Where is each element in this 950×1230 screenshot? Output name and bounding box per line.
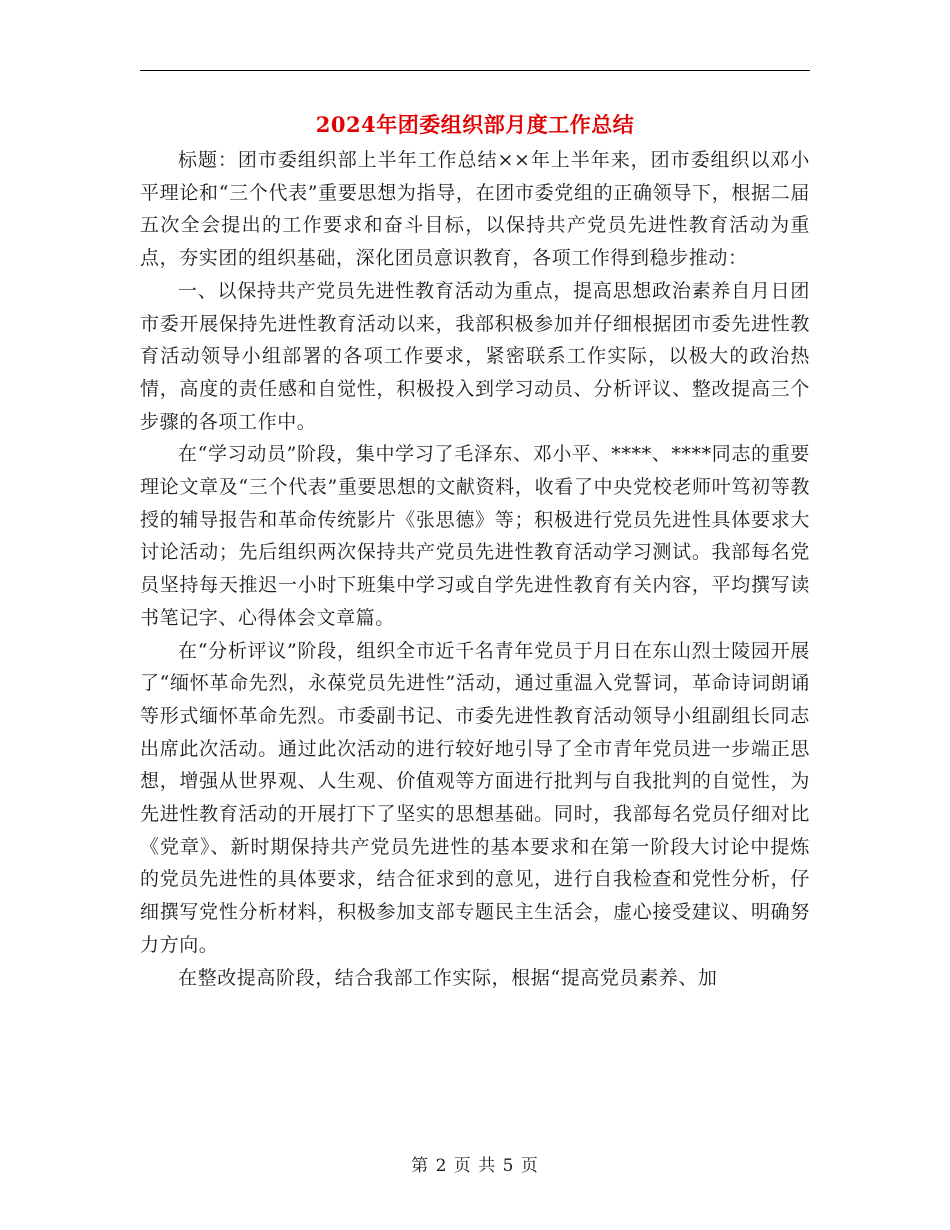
page-number-footer: 第 2 页 共 5 页 <box>411 1156 539 1176</box>
paragraph-study-stage: 在“学习动员”阶段，集中学习了毛泽东、邓小平、****、****同志的重要理论文章及“三个代表”重要思想的文献资料，收看了中央党校老师叶笃初等教授的辅导报告和革命传统影片《张思德》等；积极进行党员先进性具体要求大讨论活动；先后组织两次保持共产党员先进性教育活动学习测试。我部每名党员坚持每天推迟一小时下班集中学习或自学先进性教育有关内容，平均撰写读书笔记字、心得体会文章篇。 <box>140 443 810 629</box>
paragraph-intro: 标题：团市委组织部上半年工作总结××年上半年来，团市委组织以邓小平理论和“三个代表”重要思想为指导，在团市委党组的正确领导下，根据二届五次全会提出的工作要求和奋斗目标，以保持共产党员先进性教育活动为重点，夯实团的组织基础，深化团员意识教育，各项工作得到稳步推动： <box>140 149 810 270</box>
paragraph-section-one: 一、以保持共产党员先进性教育活动为重点，提高思想政治素养自月日团市委开展保持先进性教育活动以来，我部积极参加并仔细根据团市委先进性教育活动领导小组部署的各项工作要求，紧密联系工作实际，以极大的政治热情，高度的责任感和自觉性，积极投入到学习动员、分析评议、整改提高三个步骤的各项工作中。 <box>140 279 810 433</box>
paragraph-rectify-stage: 在整改提高阶段，结合我部工作实际，根据“提高党员素养、加 <box>178 966 718 989</box>
document-title: 2024年团委组织部月度工作总结 <box>315 112 635 137</box>
paragraph-review-stage: 在“分析评议”阶段，组织全市近千名青年党员于月日在东山烈士陵园开展了“缅怀革命先烈，永葆党员先进性”活动，通过重温入党誓词，革命诗词朗诵等形式缅怀革命先烈。市委副书记、市委先进性教育活动领导小组副组长同志出席此次活动。通过此次活动的进行较好地引导了全市青年党员进一步端正思想，增强从世界观、人生观、价值观等方面进行批判与自我批判的自觉性，为先进性教育活动的开展打下了坚实的思想基础。同时，我部每名党员仔细对比《党章》、新时期保持共产党员先进性的基本要求和在第一阶段大讨论中提炼的党员先进性的具体要求，结合征求到的意见，进行自我检查和党性分析，仔细撰写党性分析材料，积极参加支部专题民主生活会，虚心接受建议、明确努力方向。 <box>140 639 810 956</box>
header-rule <box>140 70 810 71</box>
document-body <box>140 144 810 994</box>
